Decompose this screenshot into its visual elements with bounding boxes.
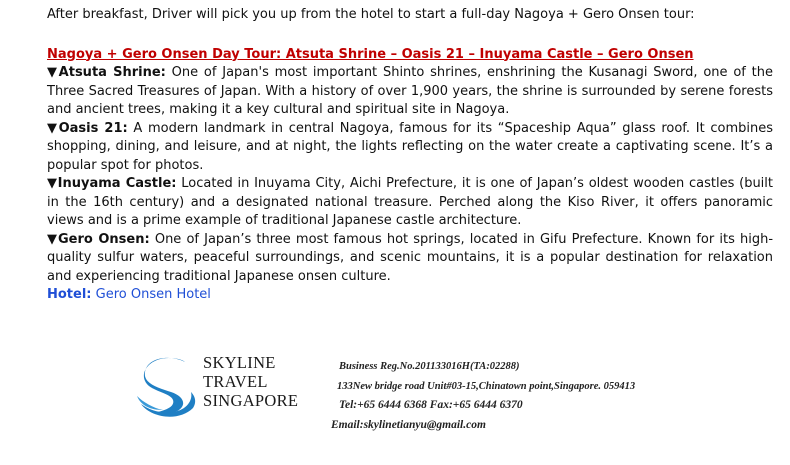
company-footer <box>133 350 693 440</box>
item-description: One of Japan’s three most famous hot springs, located in Gifu Prefecture. Known for its high-quality sulfur waters, peaceful surroundings, and scenic mountains, it is a popular destination for relaxation and experiencing traditional Japanese onsen culture. <box>47 231 774 284</box>
logo-swoosh-upper <box>144 358 185 413</box>
company-address: 133New bridge road Unit#03-15,Chinatown point,Singapore. 059413 <box>337 380 636 392</box>
triangle-down-icon: ▼ <box>47 231 59 247</box>
hotel-label: Hotel: <box>47 287 92 302</box>
email-address: Email:skylinetianyu@gmail.com <box>331 418 486 431</box>
item-name: Gero Onsen: <box>58 231 150 247</box>
item-name: Oasis 21: <box>58 120 128 136</box>
itinerary-item-atsuta-shrine <box>47 64 773 120</box>
skyline-s-logo-icon <box>133 352 203 422</box>
item-description: A modern landmark in central Nagoya, famous for its “Spaceship Aqua” glass roof. It combines shopping, dining, and leisure, and at night, the lights reflecting on the water create a captivating scene. It’s a popular spot for photos. <box>47 120 774 173</box>
company-name-line2: TRAVEL <box>203 372 268 391</box>
intro-text: After breakfast, Driver will pick you up from the hotel to start a full-day Nagoya + Gero Onsen tour: <box>47 7 695 22</box>
triangle-down-icon: ▼ <box>47 65 59 80</box>
company-name-line1: SKYLINE <box>203 353 276 372</box>
triangle-down-icon: ▼ <box>47 120 59 136</box>
contact-block <box>331 357 636 435</box>
itinerary-document <box>47 6 773 305</box>
logo-swoosh-lower <box>141 392 195 417</box>
company-name <box>203 353 298 410</box>
business-reg-number: Business Reg.No.201133016H(TA:02288) <box>339 361 520 372</box>
item-name: Atsuta Shrine: <box>58 65 166 80</box>
company-name-line3: SINGAPORE <box>203 391 299 410</box>
item-description: One of Japan's most important Shinto shrines, enshrining the Kusanagi Sword, one of the Three Sacred Treasures of Japan. With a history of over 1,900 years, the shrine is surrounded by serene forests and ancient trees, making it a key cultural and spiritual site in Nagoya. <box>47 65 773 117</box>
itinerary-item-oasis-21 <box>47 120 773 176</box>
itinerary-item-inuyama-castle <box>47 175 773 231</box>
item-description: Located in Inuyama City, Aichi Prefecture, it is one of Japan’s oldest wooden castles (built in the 16th century) and a designated national treasure. Perched along the Kiso River, it offers panoramic views and is a prime example of traditional Japanese castle architecture. <box>47 176 774 228</box>
tour-title: Nagoya + Gero Onsen Day Tour: Atsuta Shrine – Oasis 21 – Inuyama Castle – Gero Onsen <box>47 46 694 62</box>
triangle-down-icon: ▼ <box>47 176 58 191</box>
hotel-line <box>47 286 773 305</box>
item-name: Inuyama Castle: <box>57 176 177 191</box>
itinerary-item-gero-onsen <box>47 231 773 287</box>
phone-fax: Tel:+65 6444 6368 Fax:+65 6444 6370 <box>339 399 523 411</box>
hotel-value: Gero Onsen Hotel <box>91 287 211 302</box>
logo-swoosh-tail <box>137 396 163 410</box>
